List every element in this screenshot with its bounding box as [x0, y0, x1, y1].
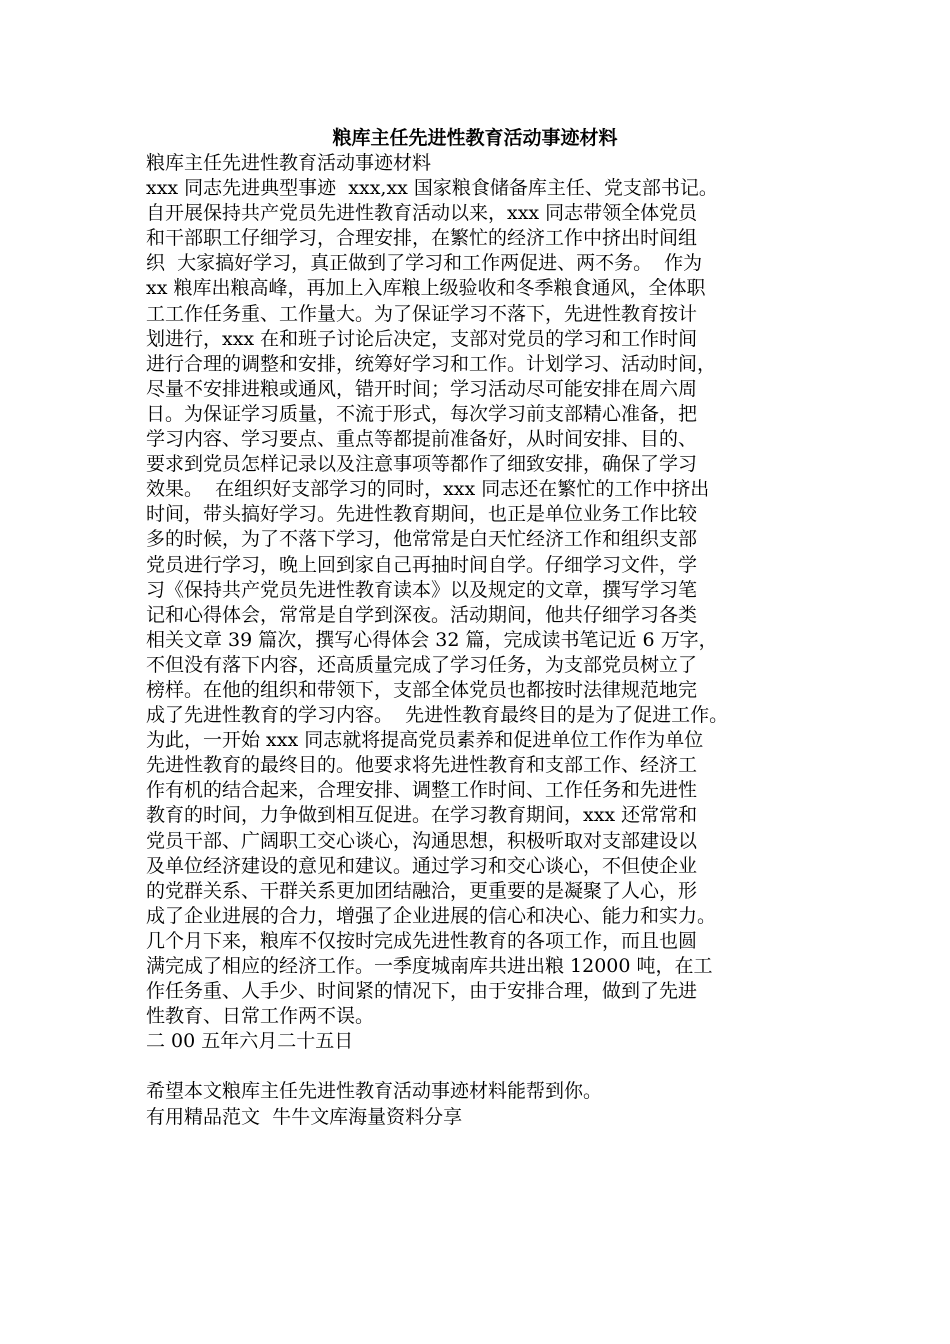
- body-line: 成了先进性教育的学习内容。 先进性教育最终目的是为了促进工作。: [146, 704, 729, 727]
- body-line: 日。为保证学习质量，不流于形式，每次学习前支部精心准备，把: [146, 402, 698, 425]
- body-line: 自开展保持共产党员先进性教育活动以来，xxx 同志带领全体党员: [146, 202, 698, 225]
- body-line: 习《保持共产党员先进性教育读本》以及规定的文章，撰写学习笔: [146, 578, 698, 601]
- body-line: xxx 同志先进典型事迹 xxx,xx 国家粮食储备库主任、党支部书记。: [146, 177, 718, 200]
- closing-line: 有用精品范文 牛牛文库海量资料分享: [146, 1105, 463, 1128]
- signature-date: 二 00 五年六月二十五日: [146, 1030, 354, 1053]
- body-line: 多的时候，为了不落下学习，他常常是白天忙经济工作和组织支部: [146, 528, 698, 551]
- body-line: 尽量不安排进粮或通风，错开时间；学习活动尽可能安排在周六周: [146, 377, 698, 400]
- body-line: 时间，带头搞好学习。先进性教育期间，也正是单位业务工作比较: [146, 503, 698, 526]
- body-line: 党员进行学习，晚上回到家自己再抽时间自学。仔细学习文件，学: [146, 553, 698, 576]
- body-line: 效果。 在组织好支部学习的同时，xxx 同志还在繁忙的工作中挤出: [146, 478, 710, 501]
- body-line: 满完成了相应的经济工作。一季度城南库共进出粮 12000 吨，在工: [146, 955, 713, 977]
- body-line: 作任务重、人手少、时间紧的情况下，由于安排合理，做到了先进: [146, 980, 698, 1003]
- blank-line: [146, 1054, 826, 1079]
- body-line: 不但没有落下内容，还高质量完成了学习任务，为支部党员树立了: [146, 653, 698, 676]
- body-line: 作有机的结合起来，合理安排、调整工作时间、工作任务和先进性: [146, 779, 698, 802]
- body-line: 进行合理的调整和安排，统筹好学习和工作。计划学习、活动时间，: [146, 352, 717, 375]
- body-line: 划进行，xxx 在和班子讨论后决定，支部对党员的学习和工作时间: [146, 327, 698, 350]
- body-line: 榜样。在他的组织和带领下，支部全体党员也都按时法律规范地完: [146, 678, 698, 701]
- body-line: xx 粮库出粮高峰，再加上入库粮上级验收和冬季粮食通风，全体职: [146, 277, 706, 300]
- body-line: 党员干部、广阔职工交心谈心，沟通思想，积极听取对支部建设以: [146, 829, 698, 852]
- body-line: 先进性教育的最终目的。他要求将先进性教育和支部工作、经济工: [146, 754, 698, 777]
- body-line: 几个月下来，粮库不仅按时完成先进性教育的各项工作，而且也圆: [146, 929, 698, 952]
- body-line: 相关文章 39 篇次，撰写心得体会 32 篇，完成读书笔记近 6 万字，: [146, 628, 718, 651]
- body-line: 学习内容、学习要点、重点等都提前准备好，从时间安排、目的、: [146, 428, 698, 451]
- body-line: 为此，一开始 xxx 同志就将提高党员素养和促进单位工作作为单位: [146, 729, 704, 752]
- document-title: 粮库主任先进性教育活动事迹材料: [332, 127, 618, 149]
- document-body: [146, 151, 826, 1130]
- closing-line: 希望本文粮库主任先进性教育活动事迹材料能帮到你。: [146, 1080, 603, 1103]
- body-line: 要求到党员怎样记录以及注意事项等都作了细致安排，确保了学习: [146, 453, 698, 476]
- body-line: 成了企业进展的合力，增强了企业进展的信心和决心、能力和实力。: [146, 904, 717, 927]
- body-line: 工工作任务重、工作量大。为了保证学习不落下，先进性教育按计: [146, 302, 698, 325]
- body-line: 记和心得体会，常常是自学到深夜。活动期间，他共仔细学习各类: [146, 603, 698, 626]
- body-line: 和干部职工仔细学习，合理安排，在繁忙的经济工作中挤出时间组: [146, 227, 698, 250]
- body-line: 的党群关系、干群关系更加团结融洽，更重要的是凝聚了人心，形: [146, 879, 698, 902]
- body-line: 织 大家搞好学习，真正做到了学习和工作两促进、两不务。 作为: [146, 252, 703, 275]
- body-line: 性教育、日常工作两不误。: [146, 1005, 375, 1028]
- body-line: 教育的时间，力争做到相互促进。在学习教育期间，xxx 还常常和: [146, 804, 698, 827]
- body-line: 粮库主任先进性教育活动事迹材料: [146, 152, 432, 174]
- body-line: 及单位经济建设的意见和建议。通过学习和交心谈心，不但使企业: [146, 854, 698, 877]
